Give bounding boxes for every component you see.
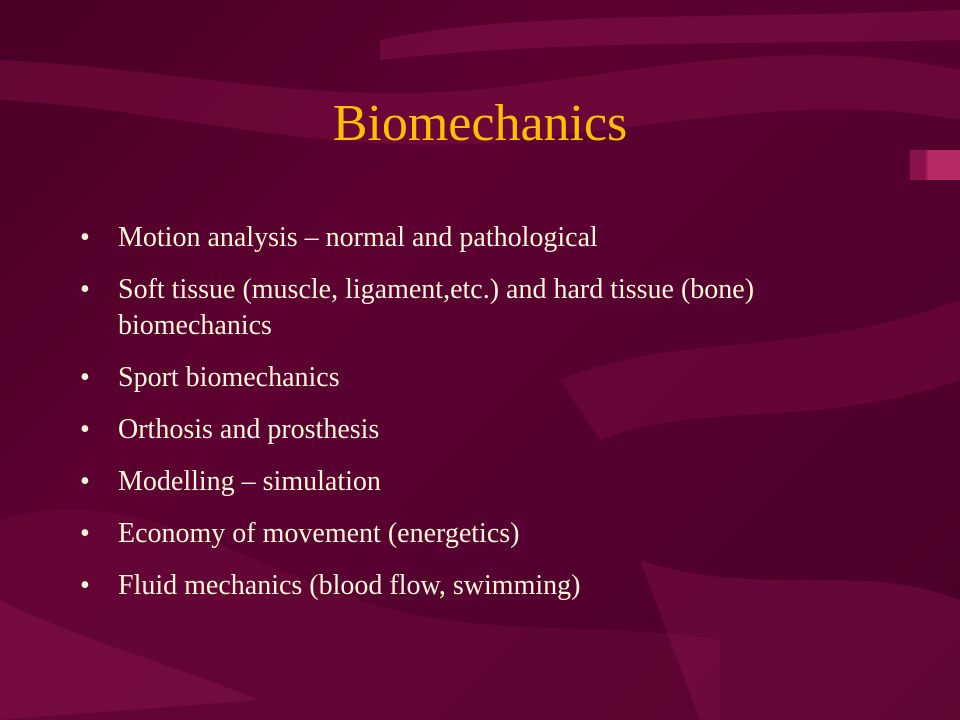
slide-title: Biomechanics bbox=[332, 95, 628, 152]
bullet-text: Fluid mechanics (blood flow, swimming) bbox=[118, 570, 581, 601]
bullet-item bbox=[80, 464, 880, 500]
bullet-item bbox=[80, 568, 880, 604]
bullet-item bbox=[80, 412, 880, 448]
bullet-marker: • bbox=[80, 222, 90, 253]
bullet-marker: • bbox=[80, 414, 90, 445]
bullet-marker: • bbox=[80, 274, 90, 305]
bullet-text: Motion analysis – normal and pathological bbox=[118, 222, 598, 253]
bullet-list bbox=[80, 220, 880, 620]
bullet-text: Economy of movement (energetics) bbox=[118, 518, 520, 549]
bullet-item bbox=[80, 360, 880, 396]
bullet-text: Soft tissue (muscle, ligament,etc.) and hard tissue (bone) biomechanics bbox=[118, 274, 755, 341]
bullet-marker: • bbox=[80, 362, 90, 393]
bullet-item bbox=[80, 220, 880, 256]
bullet-marker: • bbox=[80, 466, 90, 497]
bullet-marker: • bbox=[80, 570, 90, 601]
bullet-marker: • bbox=[80, 518, 90, 549]
bullet-item bbox=[80, 516, 880, 552]
bullet-text: Sport biomechanics bbox=[118, 362, 340, 393]
bullet-item bbox=[80, 272, 880, 344]
bullet-text: Modelling – simulation bbox=[118, 466, 381, 497]
bullet-text: Orthosis and prosthesis bbox=[118, 414, 380, 445]
